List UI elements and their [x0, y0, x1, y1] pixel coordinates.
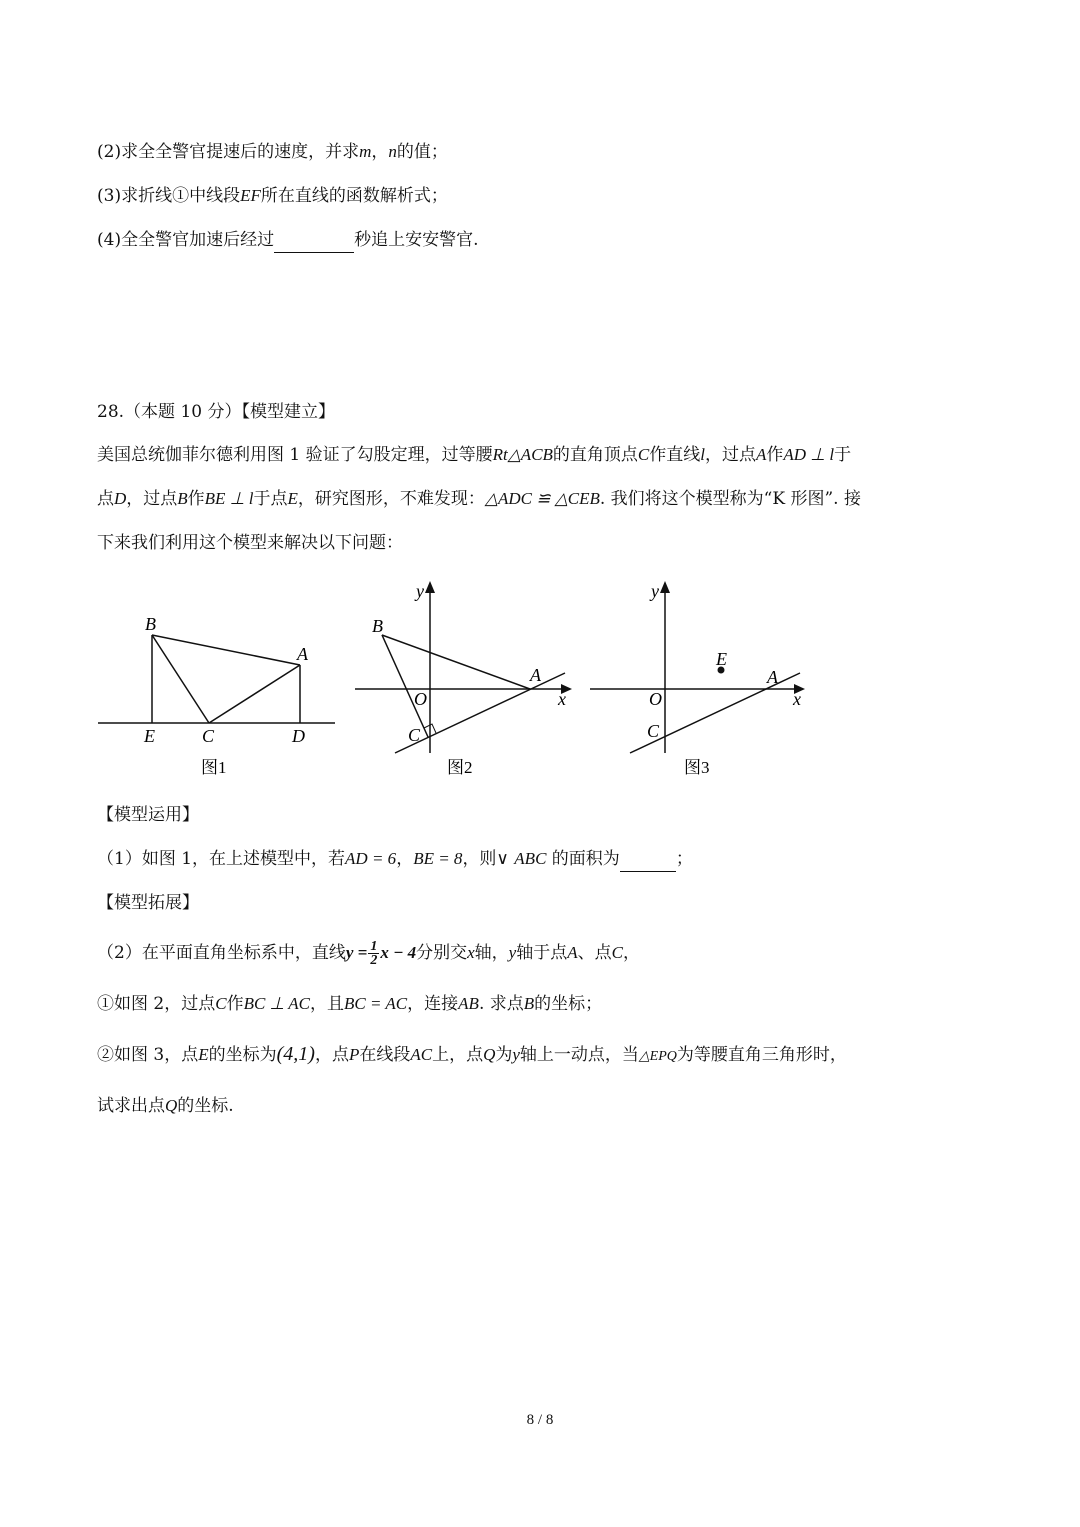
part2-2b-text: 试求出点 — [97, 1096, 165, 1116]
segment-bc — [152, 635, 209, 723]
q27-part3 — [97, 184, 448, 208]
intro-text: 作 — [187, 489, 205, 509]
intro-text: ，过点 — [705, 445, 756, 465]
q28-part2 — [97, 940, 640, 967]
label-e: E — [716, 649, 727, 669]
label-o: O — [649, 689, 662, 709]
label-a: A — [767, 667, 778, 687]
segment-ba — [382, 635, 530, 689]
part1-text: （1）如图 1，在上述模型中，若 — [97, 849, 346, 869]
intro-text: 于 — [834, 445, 852, 465]
intro-text: 作 — [766, 445, 784, 465]
math-a: A — [756, 445, 767, 464]
answer-blank[interactable] — [274, 228, 354, 253]
math-congruence: △ADC ≌ △CEB — [484, 489, 600, 508]
part1-text: ，则∨ — [462, 849, 515, 869]
q27-part4 — [97, 228, 479, 253]
y-axis-arrow-icon — [660, 581, 670, 593]
intro-text: 点 — [97, 489, 114, 509]
intro-text: 的直角顶点 — [552, 445, 638, 465]
math-q: Q — [165, 1096, 178, 1115]
segment-ba — [152, 635, 300, 665]
label-c: C — [202, 726, 215, 746]
figure-1-caption: 图1 — [201, 758, 227, 777]
part1-text: ， — [396, 849, 414, 869]
math-e: E — [198, 1045, 209, 1064]
math-b: B — [523, 994, 535, 1013]
q28-part2-1 — [97, 992, 602, 1016]
q27-part2-post: 的值； — [396, 142, 448, 162]
q27-part2-sep: ， — [371, 142, 389, 162]
fraction-denominator: 2 — [370, 953, 378, 968]
part2-2-text: ②如图 3，点 — [97, 1045, 199, 1065]
part2-text: 轴， — [474, 943, 509, 963]
math-c: C — [637, 445, 650, 464]
math-x: x — [467, 943, 475, 962]
part2-1-text: ，连接 — [407, 994, 459, 1014]
math-triangle-epq: △EPQ — [638, 1049, 677, 1064]
math-q: Q — [483, 1045, 496, 1064]
math-l: l — [700, 445, 705, 464]
math-y: y — [508, 943, 517, 962]
label-c: C — [647, 721, 660, 741]
part2-1-text: 作 — [226, 994, 244, 1014]
model-use-heading: 【模型运用】 — [97, 805, 199, 825]
q27-part4-post: 秒追上安安警官. — [354, 230, 479, 250]
part2-2-text: 在线段 — [359, 1045, 411, 1065]
figure-2 — [350, 575, 580, 785]
math-y: y — [512, 1045, 520, 1064]
segment-ca — [209, 665, 300, 723]
math-c: C — [215, 994, 227, 1013]
q27-part3-pre: (3)求折线①中线段 — [97, 186, 241, 206]
figure-3-caption: 图3 — [684, 758, 710, 777]
label-x: x — [793, 689, 801, 709]
math-p: P — [348, 1045, 360, 1064]
label-a: A — [297, 644, 308, 664]
figure-2-caption: 图2 — [447, 758, 473, 777]
label-b: B — [372, 616, 383, 636]
page-number: 8 / 8 — [526, 1412, 554, 1428]
q28-intro-line1 — [97, 443, 851, 467]
math-ac: AC — [410, 1045, 433, 1064]
q28-intro-line3: 下来我们利用这个模型来解决以下问题： — [97, 533, 403, 553]
math-triangle-acb: Rt△ACB — [492, 445, 553, 464]
part2-1-text: ①如图 2，过点 — [97, 994, 216, 1014]
math-b: B — [177, 489, 188, 508]
math-be-perp-l: BE ⊥ l — [204, 489, 254, 508]
q27-part2-pre: (2)求全全警官提速后的速度，并求 — [97, 142, 360, 162]
math-ad-value: AD = 6 — [345, 849, 397, 868]
math-abc: ABC — [514, 849, 547, 868]
math-ab: AB — [458, 994, 479, 1013]
label-y: y — [416, 581, 424, 601]
intro-text: 于点 — [253, 489, 288, 509]
label-x: x — [558, 689, 566, 709]
q28-part1 — [97, 847, 693, 872]
intro-text: . 我们将这个模型称为“K 形图”. 接 — [599, 489, 861, 509]
q27-part3-post: 所在直线的函数解析式； — [260, 186, 448, 206]
part2-text: 分别交 — [416, 943, 468, 963]
intro-text: 美国总统伽菲尔德利用图 1 验证了勾股定理，过等腰 — [97, 445, 493, 465]
part1-text: 的面积为 — [546, 849, 620, 869]
q27-part4-pre: (4)全全警官加速后经过 — [97, 230, 275, 250]
part2-1-text: ，且 — [310, 994, 345, 1014]
math-e: E — [287, 489, 298, 508]
part1-text: ； — [675, 849, 693, 869]
math-x-minus-4: x − 4 — [380, 943, 417, 962]
label-a: A — [530, 665, 541, 685]
label-b: B — [145, 614, 156, 634]
y-axis-arrow-icon — [425, 581, 435, 593]
part2-text: ， — [622, 943, 640, 963]
q28-header: 28.（本题 10 分）【模型建立】 — [97, 402, 335, 422]
math-bc-eq-ac: BC = AC — [344, 994, 408, 1013]
part2-1-text: . 求点 — [478, 994, 524, 1014]
label-c: C — [408, 725, 421, 745]
part2-2-text: 为等腰直角三角形时， — [676, 1045, 847, 1065]
q27-part3-ef: EF — [240, 186, 261, 205]
math-be-value: BE = 8 — [413, 849, 463, 868]
part2-text: 轴于点 — [516, 943, 568, 963]
part2-2-text: 为 — [495, 1045, 513, 1065]
fraction-one-half — [368, 940, 379, 967]
model-ext-heading: 【模型拓展】 — [97, 893, 199, 913]
segment-bc — [382, 635, 428, 737]
q28-intro-line2 — [97, 487, 861, 511]
label-e: E — [144, 726, 155, 746]
math-a: A — [567, 943, 578, 962]
math-e-coordinate: (4,1) — [276, 1043, 315, 1065]
label-d: D — [292, 726, 305, 746]
part2-2-text: ，点 — [314, 1045, 349, 1065]
part2-2b-text: 的坐标. — [177, 1096, 234, 1116]
intro-text: ，过点 — [126, 489, 178, 509]
part2-text: （2）在平面直角坐标系中，直线 — [97, 943, 346, 963]
q27-part2-m: m — [359, 142, 372, 161]
part2-1-text: 的坐标； — [534, 994, 603, 1014]
math-d: D — [114, 489, 127, 508]
figure-1 — [95, 610, 345, 785]
figure-3 — [585, 575, 815, 785]
q28-part2-2 — [97, 1042, 847, 1069]
answer-blank[interactable] — [620, 847, 676, 872]
math-c: C — [611, 943, 623, 962]
math-ad-perp-l: AD ⊥ l — [783, 445, 835, 464]
q27-part2 — [97, 140, 448, 164]
intro-text: ，研究图形，不难发现： — [297, 489, 485, 509]
q28-part2-2-cont — [97, 1094, 234, 1118]
label-y: y — [651, 581, 659, 601]
math-bc-perp-ac: BC ⊥ AC — [243, 994, 311, 1013]
part2-2-text: 上，点 — [432, 1045, 484, 1065]
line-ac — [395, 673, 565, 753]
part2-2-text: 轴上一动点，当 — [519, 1045, 639, 1065]
intro-text: 作直线 — [649, 445, 701, 465]
q27-part2-n: n — [388, 142, 397, 161]
part2-2-text: 的坐标为 — [208, 1045, 277, 1065]
fraction-numerator: 1 — [370, 939, 378, 954]
math-y-equals: y = — [345, 943, 368, 962]
part2-text: 、点 — [577, 943, 612, 963]
label-o: O — [414, 689, 427, 709]
